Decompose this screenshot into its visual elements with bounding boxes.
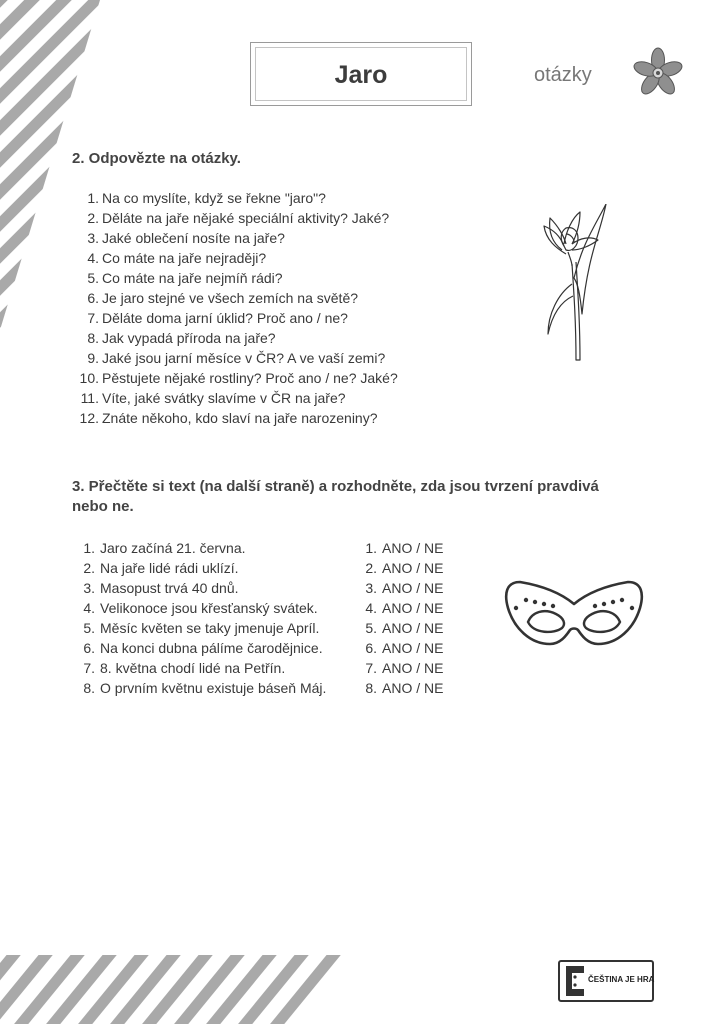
item-text: Na jaře lidé rádi uklízí. <box>100 560 239 576</box>
answer-item <box>350 658 460 678</box>
list-item <box>68 388 468 408</box>
item-number: 4. <box>87 250 99 266</box>
item-text: Jaké jsou jarní měsíce v ČR? A ve vaší zemi? <box>102 350 386 366</box>
list-item <box>68 348 468 368</box>
item-number: 3. <box>83 580 95 596</box>
list-item <box>68 638 358 658</box>
answer-text: ANO / NE <box>382 660 444 676</box>
answer-item <box>350 558 460 578</box>
answers-list <box>350 538 460 698</box>
item-text: Co máte na jaře nejraději? <box>102 250 267 266</box>
list-item <box>68 368 468 388</box>
answer-item <box>350 678 460 698</box>
flower-icon <box>630 47 686 99</box>
item-text: Jak vypadá příroda na jaře? <box>102 330 276 346</box>
item-number: 5. <box>83 620 95 636</box>
list-item <box>68 288 468 308</box>
section3-heading-line2: nebo ne. <box>72 498 134 515</box>
item-text: Je jaro stejné ve všech zemích na světě? <box>102 290 359 306</box>
item-number: 8. <box>87 330 99 346</box>
item-text: O prvním květnu existuje báseň Máj. <box>100 680 327 696</box>
item-number: 2. <box>365 560 377 576</box>
item-number: 8. <box>83 680 95 696</box>
carnival-mask-illustration <box>504 578 644 658</box>
item-text: Jaro začíná 21. června. <box>100 540 246 556</box>
page-subtitle: otázky <box>534 64 592 86</box>
list-item <box>68 188 468 208</box>
item-number: 7. <box>83 660 95 676</box>
answer-text: ANO / NE <box>382 640 444 656</box>
list-item <box>68 598 358 618</box>
questions-list <box>68 188 468 428</box>
item-number: 5. <box>365 620 377 636</box>
list-item <box>68 228 468 248</box>
item-text: Děláte doma jarní úklid? Proč ano / ne? <box>102 310 348 326</box>
section3-heading-line1: 3. Přečtěte si text (na další straně) a rozhodněte, zda jsou tvrzení pravdivá <box>72 478 599 495</box>
item-number: 6. <box>83 640 95 656</box>
item-number: 6. <box>365 640 377 656</box>
item-text: Víte, jaké svátky slavíme v ČR na jaře? <box>102 390 346 406</box>
logo-icon <box>563 962 589 1000</box>
page-title: Jaro <box>334 61 388 89</box>
item-text: Na co myslíte, když se řekne "jaro"? <box>102 190 326 206</box>
item-number: 4. <box>83 600 95 616</box>
answer-item <box>350 618 460 638</box>
item-number: 2. <box>87 210 99 226</box>
answer-item <box>350 578 460 598</box>
item-number: 12. <box>79 410 99 426</box>
item-number: 1. <box>87 190 99 206</box>
item-number: 7. <box>87 310 99 326</box>
brand-logo <box>558 960 654 1002</box>
item-number: 3. <box>87 230 99 246</box>
item-number: 7. <box>365 660 377 676</box>
title-box <box>250 42 472 106</box>
list-item <box>68 208 468 228</box>
list-item <box>68 678 358 698</box>
item-number: 1. <box>365 540 377 556</box>
logo-text: ČEŠTINA JE HRA <box>588 975 655 984</box>
item-text: Pěstujete nějaké rostliny? Proč ano / ne? Jaké? <box>102 370 398 386</box>
answer-item <box>350 638 460 658</box>
item-text: Znáte někoho, kdo slaví na jaře narozeniny? <box>102 410 378 426</box>
item-text: Velikonoce jsou křesťanský svátek. <box>100 600 318 616</box>
item-text: Jaké oblečení nosíte na jaře? <box>102 230 285 246</box>
answer-text: ANO / NE <box>382 560 444 576</box>
item-text: 8. května chodí lidé na Petřín. <box>100 660 286 676</box>
item-text: Na konci dubna pálíme čarodějnice. <box>100 640 323 656</box>
item-number: 3. <box>365 580 377 596</box>
daffodil-illustration <box>536 204 610 364</box>
item-text: Co máte na jaře nejmíň rádi? <box>102 270 283 286</box>
list-item <box>68 328 468 348</box>
list-item <box>68 308 468 328</box>
item-number: 11. <box>80 390 99 406</box>
answer-text: ANO / NE <box>382 540 444 556</box>
list-item <box>68 558 358 578</box>
answer-text: ANO / NE <box>382 620 444 636</box>
section2-heading: 2. Odpovězte na otázky. <box>72 150 241 167</box>
item-number: 2. <box>83 560 95 576</box>
decorative-stripes-bottom <box>0 955 350 1024</box>
item-text: Masopust trvá 40 dnů. <box>100 580 239 596</box>
list-item <box>68 248 468 268</box>
answer-text: ANO / NE <box>382 680 444 696</box>
answer-item <box>350 538 460 558</box>
list-item <box>68 408 468 428</box>
answer-text: ANO / NE <box>382 600 444 616</box>
item-text: Měsíc květen se taky jmenuje Apríl. <box>100 620 320 636</box>
answer-item <box>350 598 460 618</box>
item-number: 1. <box>83 540 95 556</box>
answer-text: ANO / NE <box>382 580 444 596</box>
item-number: 6. <box>87 290 99 306</box>
item-number: 10. <box>79 370 99 386</box>
item-number: 4. <box>365 600 377 616</box>
item-number: 8. <box>365 680 377 696</box>
list-item <box>68 658 358 678</box>
item-number: 9. <box>87 350 99 366</box>
item-number: 5. <box>87 270 99 286</box>
list-item <box>68 538 358 558</box>
item-text: Děláte na jaře nějaké speciální aktivity? Jaké? <box>102 210 390 226</box>
list-item <box>68 268 468 288</box>
list-item <box>68 618 358 638</box>
list-item <box>68 578 358 598</box>
statements-list <box>68 538 358 698</box>
